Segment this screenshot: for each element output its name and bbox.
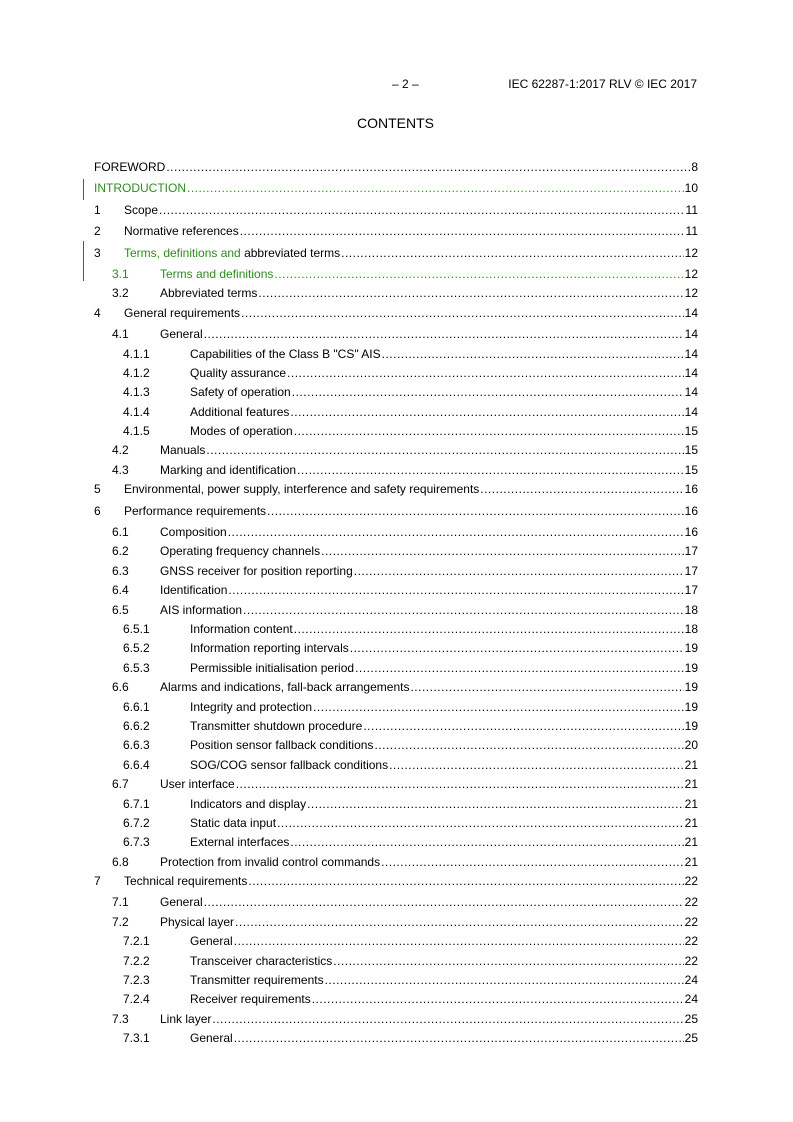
leader-dots [355, 659, 684, 678]
toc-page-number: 12 [684, 286, 698, 301]
toc-page-number: 14 [684, 365, 698, 380]
toc-entry-text: General requirements [124, 305, 241, 320]
toc-entry-number: 4.1.2 [123, 365, 150, 380]
toc-entry-text: Integrity and protection [190, 699, 313, 714]
toc-entry-5[interactable] [94, 480, 698, 499]
toc-entry-number: 4.1.4 [123, 404, 150, 419]
toc-page-number: 17 [684, 544, 698, 559]
toc-entry-4-1[interactable] [94, 325, 698, 344]
leader-dots [313, 698, 684, 717]
toc-entry-text: FOREWORD [94, 160, 166, 174]
toc-entry-6-1[interactable] [94, 523, 698, 542]
toc-entry-3-1[interactable] [94, 265, 698, 284]
leader-dots [248, 872, 683, 891]
toc-entry-text: Indicators and display [190, 796, 307, 811]
leader-dots [267, 502, 684, 521]
toc-entry-text: Terms and definitions [160, 266, 274, 281]
toc-entry-4[interactable] [94, 304, 698, 323]
leader-dots [341, 244, 684, 263]
leader-dots [166, 158, 690, 177]
toc-entry-number: 4.1.1 [123, 346, 150, 361]
toc-page-number: 14 [684, 385, 698, 400]
toc-entry-text: Receiver requirements [190, 992, 311, 1007]
toc-entry-number: 6.2 [112, 544, 129, 559]
toc-entry-6-7-3[interactable] [94, 833, 698, 852]
toc-entry-7-2[interactable] [94, 913, 698, 932]
toc-entry-4-1-2[interactable] [94, 364, 698, 383]
toc-entry-number: 7.2.2 [123, 953, 150, 968]
leader-dots [159, 201, 685, 220]
leader-dots [290, 403, 683, 422]
toc-entry-text: Safety of operation [190, 385, 291, 400]
leader-dots [381, 853, 684, 872]
toc-entry-number: 7.3.1 [123, 1031, 150, 1046]
toc-entry-text: General [190, 1031, 233, 1046]
toc-entry-number: 7.2.4 [123, 992, 150, 1007]
leader-dots [307, 795, 684, 814]
toc-entry-number: 6.7.1 [123, 796, 150, 811]
toc-entry-text: External interfaces [190, 835, 290, 850]
toc-entry-7[interactable] [94, 872, 698, 891]
change-bar [83, 179, 84, 200]
toc-page-number: 25 [684, 1031, 698, 1046]
toc-entry-3[interactable] [94, 244, 698, 263]
toc-entry-number: 6.5.2 [123, 641, 150, 656]
toc-page-number: 21 [684, 757, 698, 772]
toc-entry-number: 6.4 [112, 583, 129, 598]
toc-page-number: 17 [684, 563, 698, 578]
leader-dots [240, 222, 685, 241]
leader-dots [204, 893, 684, 912]
document-reference: IEC 62287-1:2017 RLV © IEC 2017 [508, 77, 697, 91]
toc-entry-text: User interface [160, 777, 235, 792]
toc-entry-2[interactable] [94, 222, 698, 241]
toc-entry-6-6[interactable] [94, 678, 698, 697]
leader-dots [206, 441, 683, 460]
leader-dots [363, 717, 683, 736]
toc-entry-1[interactable] [94, 201, 698, 220]
leader-dots [294, 620, 684, 639]
toc-entry-6-5[interactable] [94, 601, 698, 620]
toc-entry-number: 7 [94, 874, 101, 889]
toc-entry-6-6-2[interactable] [94, 717, 698, 736]
toc-entry-text: Information content [190, 621, 293, 636]
leader-dots [234, 932, 684, 951]
change-bar [83, 241, 84, 281]
toc-entry-text: Permissible initialisation period [190, 660, 355, 675]
leader-dots [287, 364, 684, 383]
toc-entry-6-6-1[interactable] [94, 698, 698, 717]
leader-dots [354, 562, 684, 581]
toc-entry-number: 1 [94, 202, 101, 217]
toc-entry-7-2-1[interactable] [94, 932, 698, 951]
leader-dots [325, 971, 684, 990]
leader-dots [312, 990, 684, 1009]
toc-entry-text: Transmitter requirements [190, 973, 324, 988]
toc-entry-number: 6.5.3 [123, 660, 150, 675]
toc-entry-text: INTRODUCTION [94, 181, 186, 196]
toc-entry-text: Scope [124, 202, 159, 217]
toc-entry-foreword[interactable] [94, 158, 698, 177]
toc-page-number: 22 [684, 953, 698, 968]
toc-entry-text: Marking and identification [160, 462, 297, 477]
toc-entry-number: 6.6.3 [123, 738, 150, 753]
toc-entry-6-5-2[interactable] [94, 639, 698, 658]
leader-dots [212, 1010, 683, 1029]
toc-entry-number: 3.1 [112, 266, 129, 281]
toc-entry-number: 6.8 [112, 854, 129, 869]
toc-page-number: 16 [684, 525, 698, 540]
toc-entry-number: 6.5 [112, 602, 129, 617]
toc-entry-7-2-4[interactable] [94, 990, 698, 1009]
toc-entry-text: Position sensor fallback conditions [190, 738, 374, 753]
toc-page-number: 19 [684, 718, 698, 733]
toc-entry-text: abbreviated terms [240, 245, 341, 260]
toc-page-number: 11 [685, 202, 698, 217]
toc-page-number: 16 [684, 482, 698, 497]
toc-entry-text: Normative references [124, 224, 239, 239]
toc-page-number: 17 [684, 583, 698, 598]
leader-dots [258, 284, 683, 303]
toc-entry-text: Quality assurance [190, 365, 287, 380]
toc-entry-6-7-1[interactable] [94, 795, 698, 814]
toc-entry-4-1-4[interactable] [94, 403, 698, 422]
toc-entry-text: General [190, 934, 233, 949]
toc-page-number: 22 [684, 895, 698, 910]
toc-entry-number: 4.1.5 [123, 424, 150, 439]
toc-entry-text: Technical requirements [124, 874, 248, 889]
leader-dots [277, 814, 684, 833]
toc-page-number: 15 [684, 462, 698, 477]
leader-dots [410, 678, 683, 697]
toc-entry-6-6-4[interactable] [94, 756, 698, 775]
toc-entry-6-5-1[interactable] [94, 620, 698, 639]
toc-page-number: 14 [684, 305, 698, 320]
toc-entry-7-3-1[interactable] [94, 1029, 698, 1048]
toc-entry-number: 4.1.3 [123, 385, 150, 400]
leader-dots [374, 736, 683, 755]
toc-entry-number: 3 [94, 245, 101, 260]
toc-entry-number: 6.5.1 [123, 621, 150, 636]
leader-dots [228, 581, 683, 600]
leader-dots [234, 1029, 684, 1048]
leader-dots [187, 179, 684, 198]
toc-page-number: 24 [684, 992, 698, 1007]
leader-dots [333, 952, 683, 971]
toc-page-number: 22 [684, 914, 698, 929]
toc-entry-number: 6.7.3 [123, 835, 150, 850]
toc-page-number: 20 [684, 738, 698, 753]
toc-entry-6[interactable] [94, 502, 698, 521]
toc-entry-6-8[interactable] [94, 853, 698, 872]
leader-dots [236, 775, 684, 794]
toc-page-number: 12 [684, 245, 698, 260]
toc-entry-number: 6.6.2 [123, 718, 150, 733]
toc-entry-4-1-1[interactable] [94, 345, 698, 364]
toc-entry-text: Environmental, power supply, interference and safety requirements [124, 482, 480, 497]
leader-dots [389, 756, 684, 775]
toc-entry-text: Composition [160, 525, 227, 540]
toc-entry-number: 6 [94, 503, 101, 518]
toc-page-number: 21 [684, 796, 698, 811]
leader-dots [241, 304, 684, 323]
toc-entry-number: 4.3 [112, 462, 129, 477]
toc-page-number: 16 [684, 503, 698, 518]
toc-entry-text: AIS information [160, 602, 243, 617]
toc-page-number: 19 [684, 641, 698, 656]
toc-page-number: 14 [684, 404, 698, 419]
toc-entry-number: 5 [94, 482, 101, 497]
toc-entry-7-1[interactable] [94, 893, 698, 912]
toc-entry-6-7-2[interactable] [94, 814, 698, 833]
leader-dots [321, 542, 684, 561]
page-header [94, 77, 697, 93]
toc-page-number: 11 [685, 224, 698, 239]
toc-page-number: 22 [684, 934, 698, 949]
toc-entry-7-2-3[interactable] [94, 971, 698, 990]
toc-entry-number: 7.2.3 [123, 973, 150, 988]
leader-dots [382, 345, 684, 364]
toc-page-number: 21 [684, 815, 698, 830]
toc-entry-text: Alarms and indications, fall-back arrangements [160, 680, 410, 695]
toc-entry-text: Link layer [160, 1011, 212, 1026]
toc-entry-text: Additional features [190, 404, 290, 419]
toc-page-number: 18 [684, 621, 698, 636]
toc-entry-text-inserted: Terms, definitions and [124, 245, 241, 260]
page-title: CONTENTS [357, 115, 434, 131]
leader-dots [243, 601, 684, 620]
toc-entry-text: Operating frequency channels [160, 544, 321, 559]
toc-entry-text: Modes of operation [190, 424, 293, 439]
toc-entry-number: 4 [94, 305, 101, 320]
leader-dots [274, 265, 683, 284]
toc-page-number: 21 [684, 835, 698, 850]
leader-dots [350, 639, 684, 658]
toc-entry-number: 4.2 [112, 443, 129, 458]
toc-entry-text: General [160, 327, 203, 342]
toc-entry-number: 6.7 [112, 777, 129, 792]
leader-dots [480, 480, 683, 499]
toc-entry-number: 4.1 [112, 327, 129, 342]
toc-page-number: 19 [684, 699, 698, 714]
leader-dots [297, 461, 684, 480]
toc-entry-text: Capabilities of the Class B "CS" AIS [190, 346, 381, 361]
toc-entry-number: 7.2 [112, 914, 129, 929]
toc-page-number: 21 [684, 854, 698, 869]
toc-entry-3-2[interactable] [94, 284, 698, 303]
toc-page-number: 14 [684, 346, 698, 361]
toc-entry-number: 7.3 [112, 1011, 129, 1026]
toc-entry-6-7[interactable] [94, 775, 698, 794]
toc-page-number: 24 [684, 973, 698, 988]
toc-entry-number: 7.2.1 [123, 934, 150, 949]
toc-entry-text: Transceiver characteristics [190, 953, 333, 968]
toc-entry-text: Protection from invalid control commands [160, 854, 381, 869]
table-of-contents [94, 158, 698, 1049]
toc-entry-6-4[interactable] [94, 581, 698, 600]
toc-page-number: 19 [684, 660, 698, 675]
leader-dots [228, 523, 684, 542]
toc-entry-introduction[interactable] [94, 179, 698, 198]
toc-entry-text: General [160, 895, 203, 910]
toc-entry-text: Manuals [160, 443, 206, 458]
toc-entry-7-3[interactable] [94, 1010, 698, 1029]
toc-entry-text: Information reporting intervals [190, 641, 349, 656]
toc-page-number: 8 [691, 160, 698, 174]
toc-entry-text: Abbreviated terms [160, 286, 258, 301]
toc-page-number: 15 [684, 424, 698, 439]
toc-entry-4-3[interactable] [94, 461, 698, 480]
toc-entry-number: 3.2 [112, 286, 129, 301]
toc-entry-number: 2 [94, 224, 101, 239]
toc-entry-6-6-3[interactable] [94, 736, 698, 755]
toc-entry-text: Identification [160, 583, 228, 598]
toc-page-number: 10 [684, 181, 698, 196]
toc-page-number: 14 [684, 327, 698, 342]
leader-dots [235, 913, 684, 932]
toc-page-number: 18 [684, 602, 698, 617]
toc-entry-number: 6.6.1 [123, 699, 150, 714]
toc-entry-text: Transmitter shutdown procedure [190, 718, 363, 733]
toc-entry-text: GNSS receiver for position reporting [160, 563, 353, 578]
leader-dots [290, 833, 683, 852]
leader-dots [292, 383, 684, 402]
toc-entry-number: 6.3 [112, 563, 129, 578]
page-number: – 2 – [392, 77, 419, 91]
toc-page-number: 21 [684, 777, 698, 792]
toc-entry-text: Static data input [190, 815, 277, 830]
leader-dots [294, 422, 684, 441]
toc-entry-number: 6.6 [112, 680, 129, 695]
toc-page-number: 12 [684, 266, 698, 281]
toc-entry-4-1-3[interactable] [94, 383, 698, 402]
toc-page-number: 19 [684, 680, 698, 695]
toc-entry-text: Performance requirements [124, 503, 267, 518]
toc-entry-number: 7.1 [112, 895, 129, 910]
toc-entry-4-2[interactable] [94, 441, 698, 460]
toc-page-number: 22 [684, 874, 698, 889]
toc-entry-7-2-2[interactable] [94, 952, 698, 971]
toc-entry-6-2[interactable] [94, 542, 698, 561]
toc-entry-6-3[interactable] [94, 562, 698, 581]
toc-entry-text: SOG/COG sensor fallback conditions [190, 757, 389, 772]
toc-entry-6-5-3[interactable] [94, 659, 698, 678]
toc-page-number: 25 [684, 1011, 698, 1026]
leader-dots [204, 325, 684, 344]
toc-entry-4-1-5[interactable] [94, 422, 698, 441]
toc-page-number: 15 [684, 443, 698, 458]
toc-entry-number: 6.7.2 [123, 815, 150, 830]
toc-entry-text: Physical layer [160, 914, 235, 929]
toc-entry-number: 6.1 [112, 525, 129, 540]
toc-entry-number: 6.6.4 [123, 757, 150, 772]
